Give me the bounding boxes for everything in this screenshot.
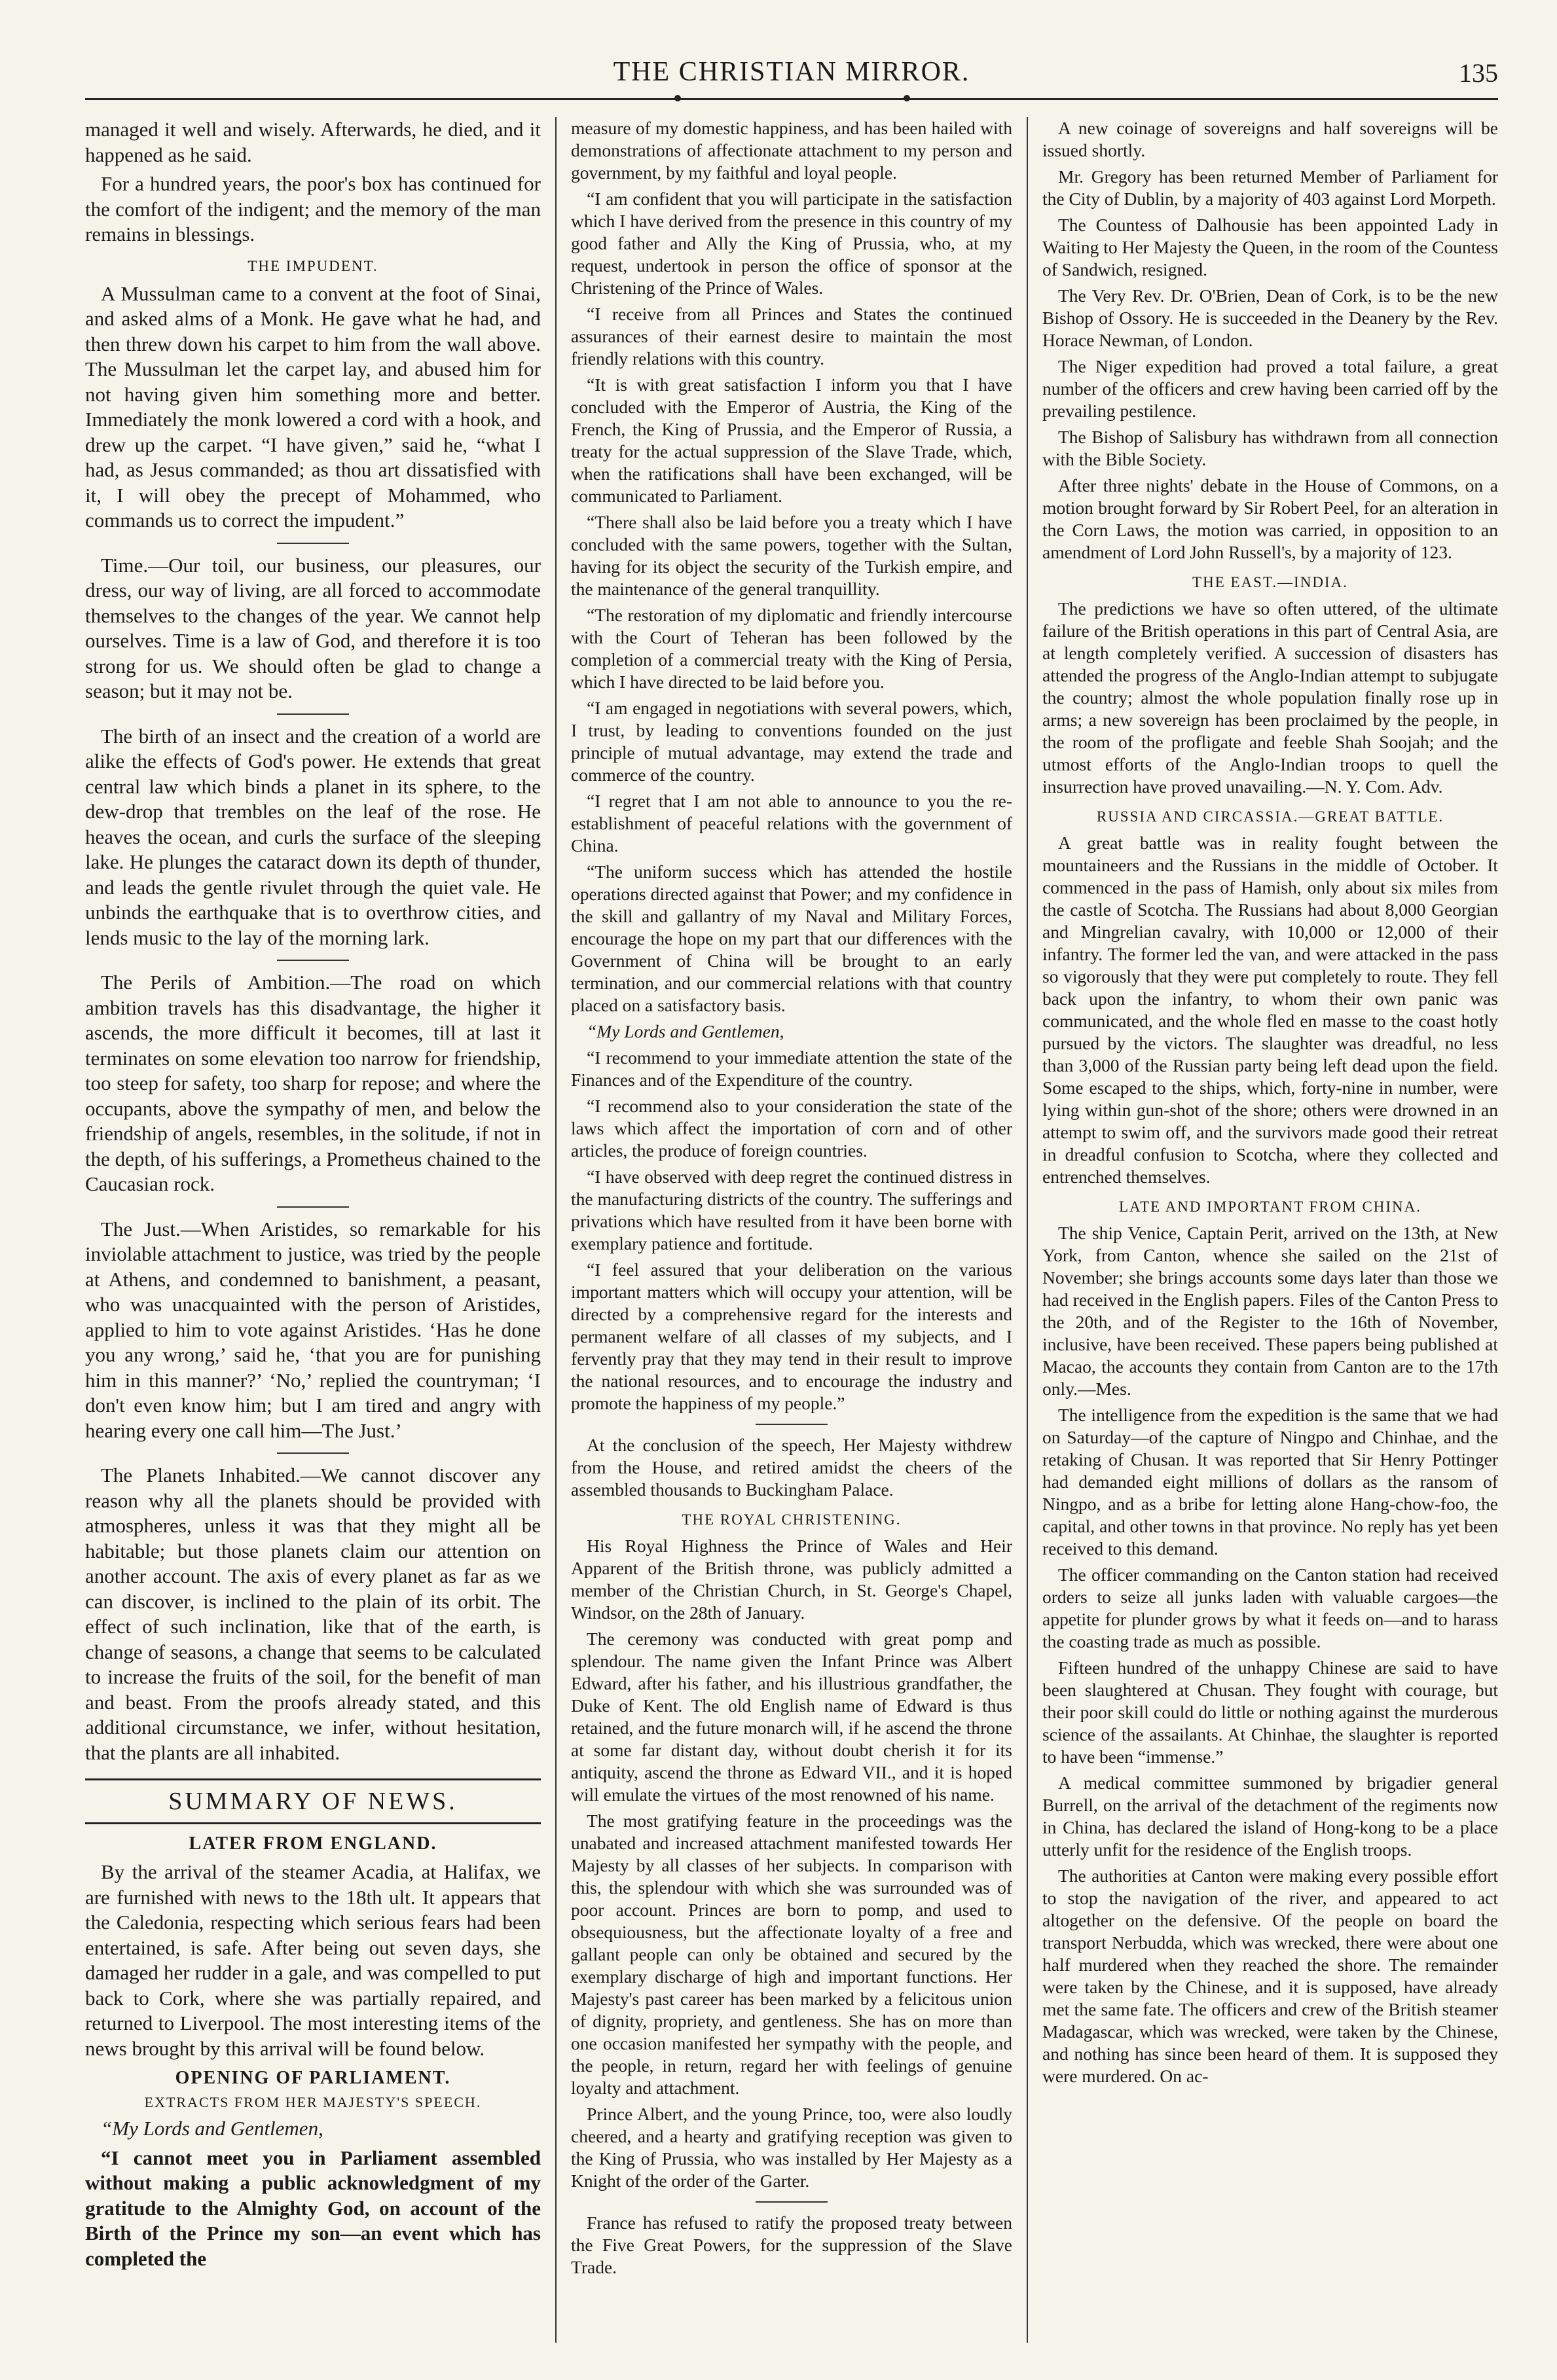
paragraph: “There shall also be laid before you a treaty which I have concluded with the same powers, together with the Sultan, having for its object the security of the Turkish empire, and the maintenance of the general tranquillity. (571, 512, 1012, 599)
paragraph: “I recommend also to your consideration the state of the laws which affect the importation of corn and of other articles, the produce of foreign countries. (571, 1096, 1012, 1161)
paragraph: A new coinage of sovereigns and half sovereigns will be issued shortly. (1042, 118, 1498, 160)
paragraph: Prince Albert, and the young Prince, too, were also loudly cheered, and a hearty and gratifying reception was given to the King of Prussia, who was installed by Her Majesty as a Knight of the order of the Garter. (571, 2104, 1012, 2191)
section-heading: LATE AND IMPORTANT FROM CHINA. (1118, 1199, 1422, 1215)
paragraph: The ship Venice, Captain Perit, arrived on the 13th, at New York, from Canton, whence she sailed on the 21st of November; she brings accounts some days later than those we had received in the English papers. Files of the Canton Press to the 20th, and of the Register to the 16th of November, inclusive, have been received. These papers being published at Macao, the accounts they contain from Canton are to the 17th only.—Mes. (1042, 1223, 1498, 1399)
section-heading: RUSSIA AND CIRCASSIA.—GREAT BATTLE. (1096, 808, 1444, 825)
paragraph: The Just.—When Aristides, so remarkable for his inviolable attachment to justice, was tried by the people at Athens, and condemned to banishment, a peasant, who was unacquainted with the person of Aristides, applied to him to vote against Aristides. ‘Has he done you any wrong,’ said he, ‘that you are for punishing him in this manner?’ ‘No,’ replied the countryman; ‘I don't even know him; but I am tired and angry with hearing every one call him—The Just.’ (85, 1217, 541, 1442)
paragraph: A great battle was in reality fought between the mountaineers and the Russians in the middle of October. It commenced in the pass of Hamish, only about six miles from the castle of Scotcha. The Russians had about 8,000 Georgian and Mingrelian cavalry, with 10,000 or 12,000 of their infantry. The former led the van, and were attacked in the pass so vigorously that they were put completely to route. They fell back upon the infantry, to whom their own panic was communicated, and the whole fled en masse to the coast hotly pursued by the victors. The slaughter was dreadful, no less than 3,000 of the Russian party being left dead upon the field. Some escaped to the ships, which, forty-nine in number, were lying within gun-shot of the shore; others were drowned in an attempt to swim off, and the survivors made good their retreat in dreadful confusion to Scotcha, where they collected and entrenched themselves. (1042, 833, 1498, 1187)
paragraph: The predictions we have so often uttered, of the ultimate failure of the British operations in this part of Central Asia, are at length completely verified. A succession of disasters has attended the progress of the Anglo-Indian attempt to subjugate the country; almost the whole population finally rose up in arms; a new sovereign has been proclaimed by the people, in the room of the profligate and feeble Shah Soojah; and the utmost efforts of the Anglo-Indian troops to quell the insurrection have proved unavailing.—N. Y. Com. Adv. (1042, 598, 1498, 797)
paragraph: “I cannot meet you in Parliament assembled without making a public acknowledgment of my gratitude to the Almighty God, on account of the Birth of the Prince my son—an event which has completed the (85, 2146, 541, 2270)
paragraph: The most gratifying feature in the proceedings was the unabated and increased attachment manifested towards Her Majesty by all classes of her subjects. In comparison with this, the splendour with which she was surrounded was of poor account. Princes are born to pomp, and used to obsequiousness, but the affectionate loyalty of a free and gallant people can only be obtained and secured by the exemplary discharge of high and important functions. Her Majesty's past career has been marked by a felicitous union of dignity, propriety, and gentleness. She has on more than one occasion manifested her sympathy with the people, and the people, in return, regard her with feelings of genuine loyalty and attachment. (571, 1811, 1012, 2098)
paragraph: At the conclusion of the speech, Her Majesty withdrew from the House, and retired amidst the cheers of the assembled thousands to Buckingham Palace. (571, 1435, 1012, 1500)
paragraph: A medical committee summoned by brigadier general Burrell, on the arrival of the detachment of the regiments now in China, has declared the island of Hong-kong to be a place utterly unfit for the residence of the English troops. (1042, 1773, 1498, 1860)
paragraph: Mr. Gregory has been returned Member of Parliament for the City of Dublin, by a majority of 403 against Lord Morpeth. (1042, 166, 1498, 209)
paragraph: The Very Rev. Dr. O'Brien, Dean of Cork, is to be the new Bishop of Ossory. He is succeeded in the Deanery by the Rev. Horace Newman, of London. (1042, 285, 1498, 350)
section-heading: THE IMPUDENT. (247, 257, 378, 274)
divider (277, 960, 349, 961)
paragraph: The officer commanding on the Canton station had received orders to seize all junks laden with valuable cargoes—the appetite for plunder grows by what it feeds on—and to harass the coasting trade as much as possible. (1042, 1564, 1498, 1651)
ornament-dot (674, 95, 681, 101)
section-heading: THE EAST.—INDIA. (1192, 574, 1348, 590)
paragraph: “I regret that I am not able to announce to you the re-establishment of peaceful relations with the government of China. (571, 791, 1012, 856)
section-heading: THE ROYAL CHRISTENING. (682, 1511, 902, 1528)
paragraph: “I am confident that you will participate in the satisfaction which I have derived from the presence in this country of my good father and Ally the King of Prussia, who, at my request, undertook in person the office of sponsor at the Christening of the Prince of Wales. (571, 189, 1012, 298)
paragraph: The Countess of Dalhousie has been appointed Lady in Waiting to Her Majesty the Queen, in the room of the Countess of Sandwich, resigned. (1042, 215, 1498, 279)
paragraph: A Mussulman came to a convent at the foot of Sinai, and asked alms of a Monk. He gave what he had, and then threw down his carpet to him from the wall above. The Mussulman let the carpet lay, and abused him for not having given him something more and better. Immediately the monk lowered a cord with a hook, and drew up the carpet. “I have given,” said he, “what I had, as Jesus commanded; as thou art dissatisfied with it, I will obey the precept of Mohammed, who commands us to correct the impudent.” (85, 281, 541, 532)
paragraph: “I am engaged in negotiations with several powers, which, I trust, by leading to conventions founded on the just principle of mutual advantage, may extend the trade and commerce of the country. (571, 698, 1012, 785)
section-heading: OPENING OF PARLIAMENT. (175, 2068, 451, 2088)
paragraph: “My Lords and Gentlemen, (587, 1021, 784, 1041)
summary-banner: SUMMARY OF NEWS. (85, 1778, 541, 1824)
column-1 (85, 117, 557, 2343)
paragraph: After three nights' debate in the House of Commons, on a motion brought forward by Sir Robert Peel, for an alteration in the Corn Laws, the motion was carried, in opposition to an amendment of Lord John Russell's, by a majority of 123. (1042, 475, 1498, 562)
columns (85, 117, 1498, 2343)
divider (756, 1424, 828, 1425)
paragraph: “The uniform success which has attended the hostile operations directed against that Power; and my confidence in the skill and gallantry of my Naval and Military Forces, encourage the hope on my part that our differences with the Government of China will be brought to an early termination, and our commercial relations with that country placed on a satisfactory basis. (571, 861, 1012, 1015)
paragraph: “I receive from all Princes and States the continued assurances of their earnest desire to maintain the most friendly relations with this country. (571, 304, 1012, 369)
section-heading: LATER FROM ENGLAND. (189, 1833, 437, 1854)
paragraph: “I recommend to your immediate attention the state of the Finances and of the Expenditure of the country. (571, 1047, 1012, 1090)
paragraph: France has refused to ratify the proposed treaty between the Five Great Powers, for the suppression of the Slave Trade. (571, 2212, 1012, 2277)
divider (277, 1206, 349, 1208)
paragraph: “It is with great satisfaction I inform you that I have concluded with the Emperor of Austria, the King of the French, the King of Prussia, and the Emperor of Russia, a treaty for the actual suppression of the Slave Trade, which, when the ratifications shall have been exchanged, will be communicated to Parliament. (571, 374, 1012, 506)
ornament-dot (904, 95, 910, 101)
paragraph: By the arrival of the steamer Acadia, at Halifax, we are furnished with news to the 18th ult. It appears that the Caledonia, respecting which serious fears had been entertained, is safe. After being out seven days, she damaged her rudder in a gale, and was compelled to put back to Cork, where she was partially repaired, and returned to Liverpool. The most interesting items of the news brought by this arrival will be found below. (85, 1860, 541, 2060)
paragraph: Fifteen hundred of the unhappy Chinese are said to have been slaughtered at Chusan. They fought with courage, but their poor skill could do little or nothing against the murderous science of the assailants. At Chinhae, the slaughter is reported to have been “immense.” (1042, 1657, 1498, 1767)
paragraph: measure of my domestic happiness, and has been hailed with demonstrations of affectionate attachment to my person and government, by my faithful and loyal people. (571, 118, 1012, 183)
paragraph: The Perils of Ambition.—The road on which ambition travels has this disadvantage, the higher it ascends, the more difficult it becomes, till at last it terminates on some elevation too narrow for friendship, too steep for safety, too sharp for repose; and where the occupants, above the sympathy of men, and below the friendship of angels, resembles, in the solitude, if not in the depth, of his sufferings, a Prometheus chained to the Caucasian rock. (85, 971, 541, 1195)
page-number: 135 (1459, 58, 1498, 88)
paragraph: The Planets Inhabited.—We cannot discover any reason why all the planets should be provided with atmospheres, unless it was that they might all be habitable; but those planets claim our attention on another account. The axis of every planet as far as we can discover, is inclined to the plain of its orbit. The effect of such inclination, like that of the earth, is change of seasons, a change that seems to be calculated to increase the fruits of the soil, for the benefit of man and beast. From the proofs already stated, and this additional circumstance, we infer, without hesitation, that the plants are all inhabited. (85, 1464, 541, 1764)
paragraph: Time.—Our toil, our business, our pleasures, our dress, our way of living, are all forced to accommodate themselves to the changes of the year. We cannot help ourselves. Time is a law of God, and therefore it is too strong for us. We should often be glad to change a season; but it may not be. (85, 553, 541, 702)
divider (756, 2201, 828, 2203)
page-title: THE CHRISTIAN MIRROR. (613, 57, 970, 87)
divider (277, 543, 349, 544)
column-3 (1028, 117, 1498, 2343)
paragraph: The Bishop of Salisbury has withdrawn from all connection with the Bible Society. (1042, 427, 1498, 469)
paragraph: “I have observed with deep regret the continued distress in the manufacturing districts of the country. The sufferings and privations which have resulted from it have been borne with exemplary patience and fortitude. (571, 1166, 1012, 1253)
column-2 (557, 117, 1028, 2343)
paragraph: For a hundred years, the poor's box has continued for the comfort of the indigent; and the memory of the man remains in blessings. (85, 172, 541, 245)
paragraph: The intelligence from the expedition is the same that we had on Saturday—of the capture of Ningpo and Chinhae, and the retaking of Chusan. It was reported that Sir Henry Pottinger had demanded eight millions of dollars as the ransom of Ningpo, and as a bribe for letting alone Hang-chow-foo, the capital, and other towns in that province. No reply has yet been received to this demand. (1042, 1405, 1498, 1559)
paragraph: His Royal Highness the Prince of Wales and Heir Apparent of the British throne, was publicly admitted a member of the Christian Church, in St. George's Chapel, Windsor, on the 28th of January. (571, 1536, 1012, 1623)
divider (277, 713, 349, 715)
paragraph: The authorities at Canton were making every possible effort to stop the navigation of the river, and appeared to act altogether on the defensive. Of the people on board the transport Nerbudda, which was wrecked, there were about one half murdered when they reached the shore. The remainder were taken by the Chinese, and it is supposed, have already met the same fate. The officers and crew of the British steamer Madagascar, which was wrecked, were taken by the Chinese, and nothing has since been heard of them. It is supposed they were murdered. On ac- (1042, 1866, 1498, 2086)
paragraph: managed it well and wisely. Afterwards, he died, and it happened as he said. (85, 118, 541, 166)
sub-heading: EXTRACTS FROM HER MAJESTY'S SPEECH. (144, 2094, 482, 2110)
paragraph: The Niger expedition had proved a total failure, a great number of the officers and crew having been carried off by the prevailing pestilence. (1042, 356, 1498, 421)
paragraph: “I feel assured that your deliberation on the various important matters which will occupy your attention, will be directed by a comprehensive regard for the interests and permanent welfare of all classes of my subjects, and I fervently pray that they may tend in their result to improve the national resources, and to encourage the industry and promote the happiness of my people.” (571, 1259, 1012, 1413)
divider (277, 1452, 349, 1454)
paragraph: The birth of an insect and the creation of a world are alike the effects of God's power. He extends that great central law which binds a planet in its sphere, to the dew-drop that trembles on the leaf of the rose. He heaves the ocean, and curls the surface of the sleeping lake. He plunges the cataract down its depth of thunder, and leads the gentle rivulet through the quiet vale. He unbinds the earthquake that is to overthrow cities, and lends music to the lay of the morning lark. (85, 724, 541, 949)
masthead (85, 52, 1498, 100)
header-ornament (85, 100, 1498, 109)
paragraph: “The restoration of my diplomatic and friendly intercourse with the Court of Teheran has been followed by the completion of a commercial treaty with the King of Persia, which I have directed to be laid before you. (571, 605, 1012, 692)
paragraph: The ceremony was conducted with great pomp and splendour. The name given the Infant Prince was Albert Edward, after his father, and his illustrious grandfather, the Duke of Kent. The old English name of Edward is thus retained, and the future monarch will, if he ascend the throne at some far distant day, without doubt cherish it for its antiquity, ascend the throne as Edward VII., and it is hoped will emulate the virtues of the most renowned of his name. (571, 1629, 1012, 1805)
paragraph: “My Lords and Gentlemen, (101, 2117, 323, 2140)
